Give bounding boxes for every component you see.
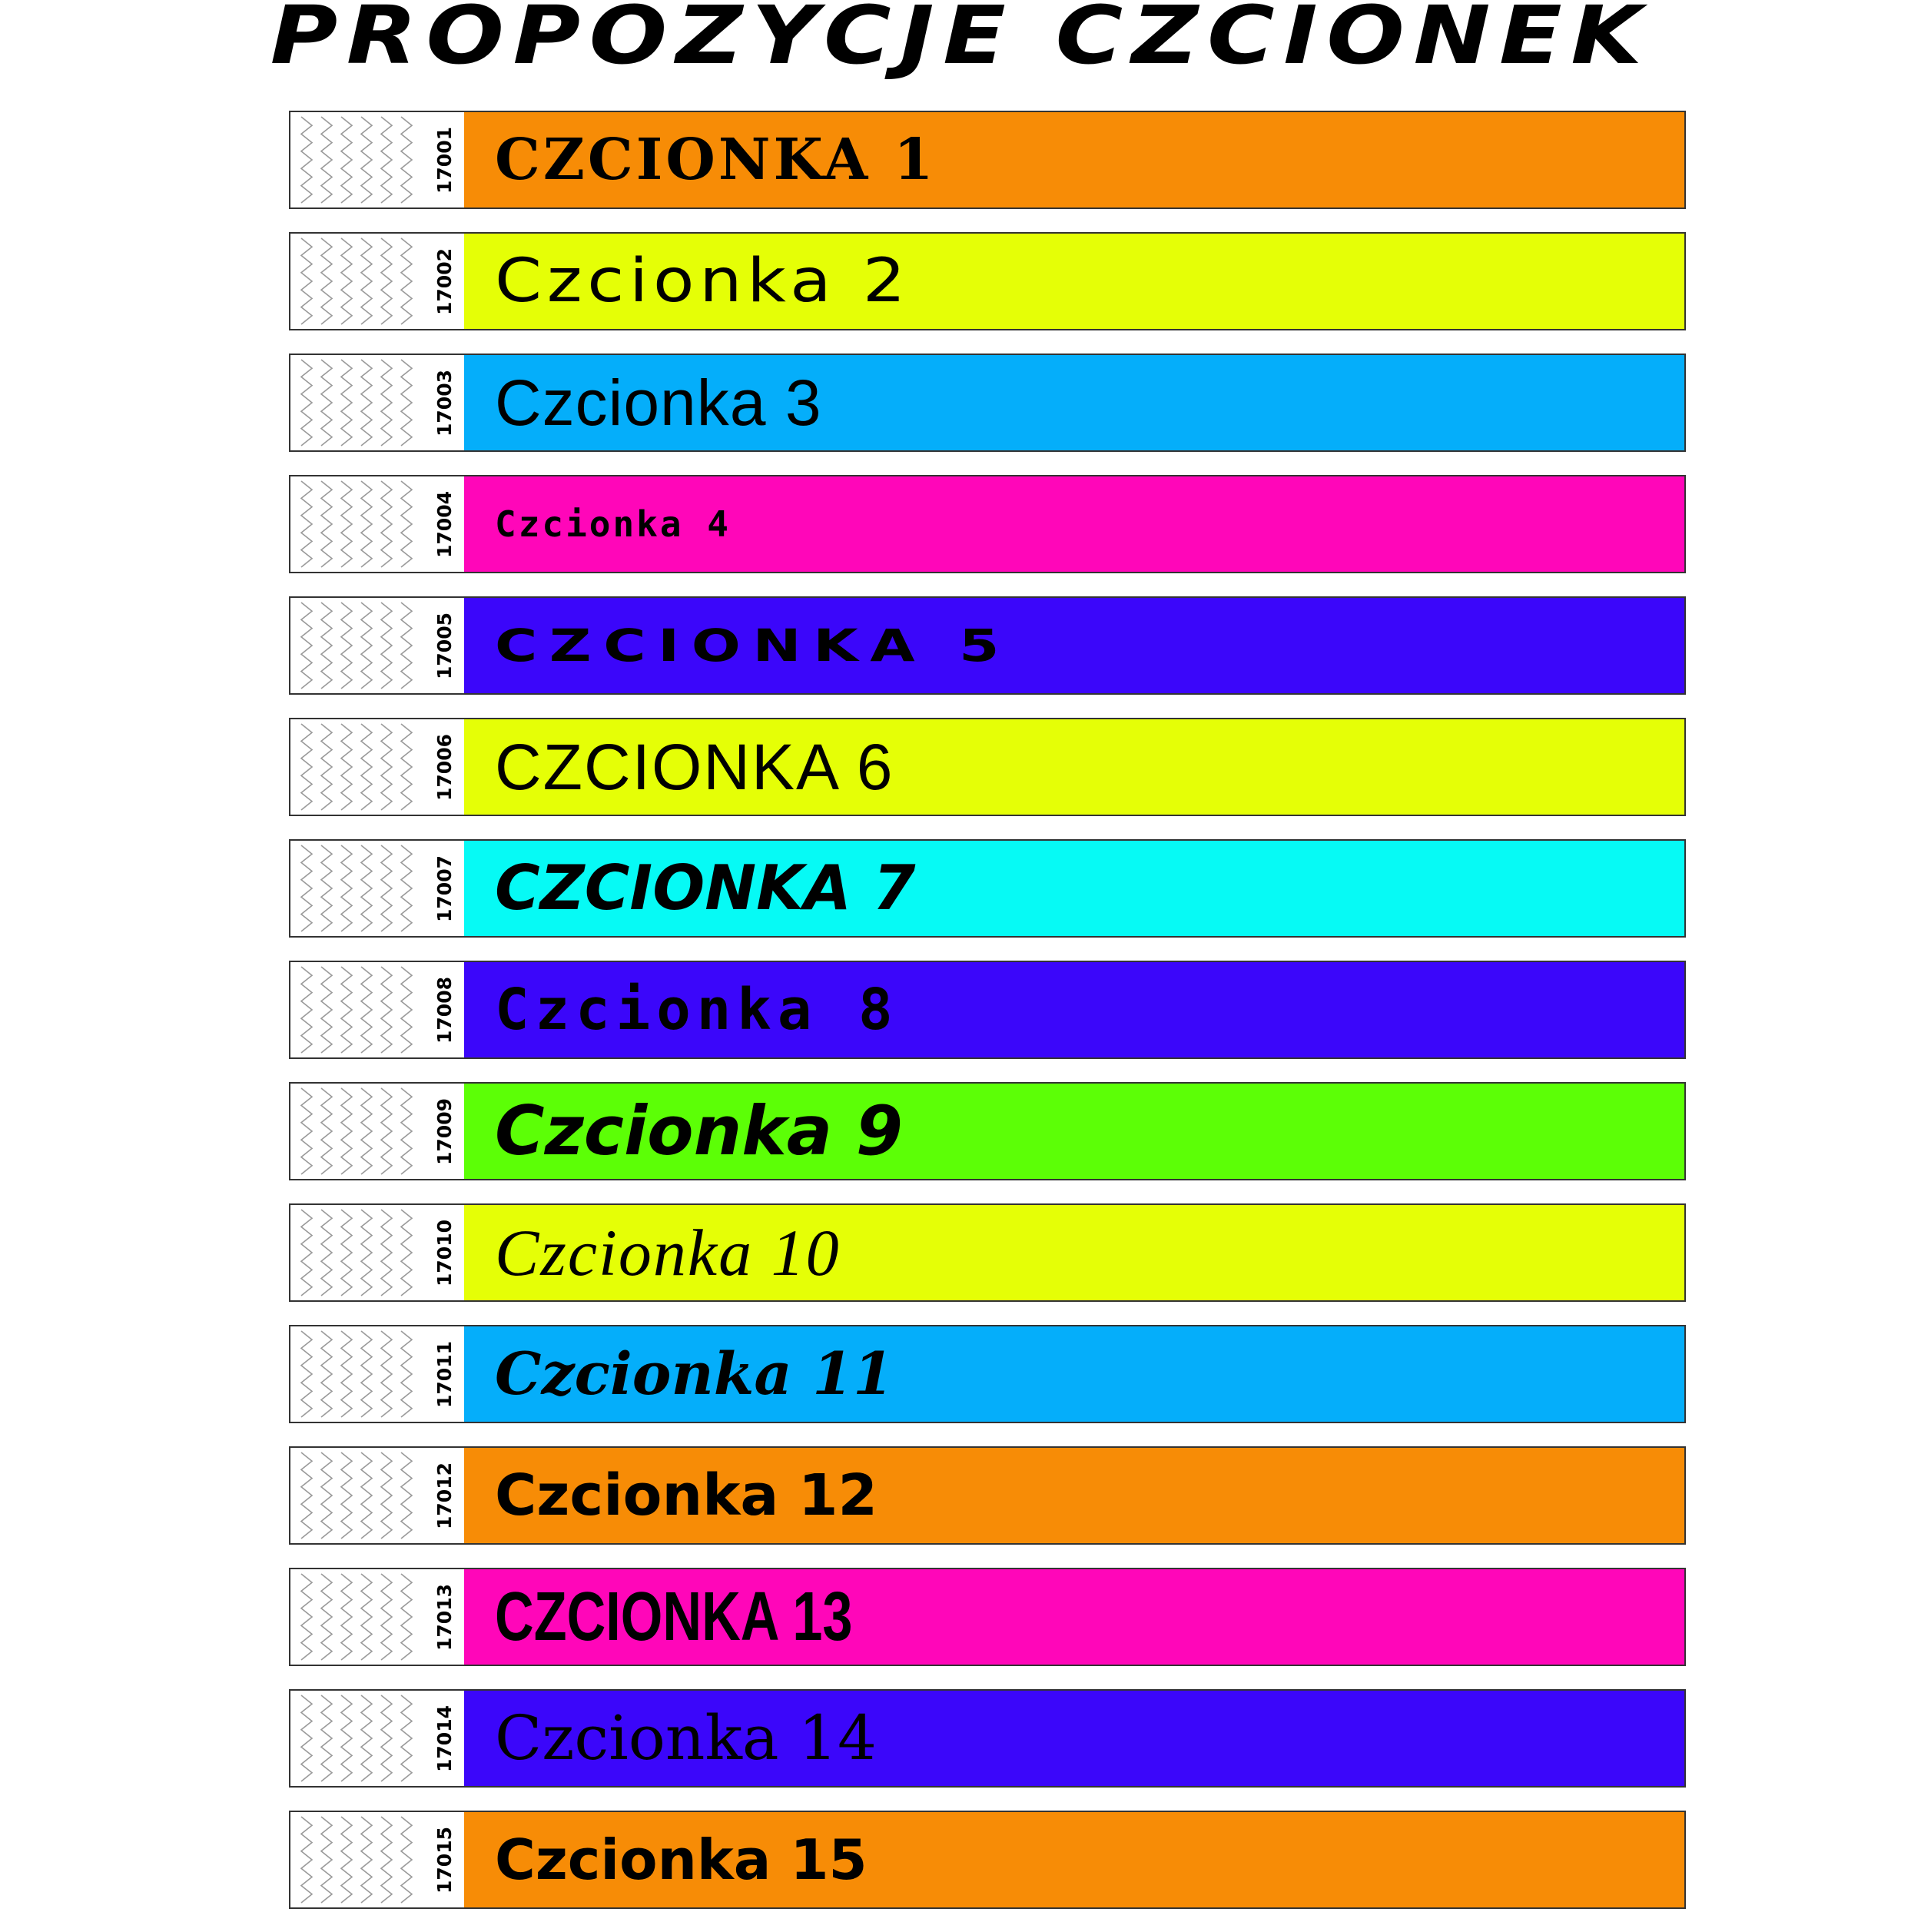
font-sample-label: Czcionka 10 xyxy=(495,1216,841,1290)
wristband-stub xyxy=(290,1812,464,1907)
wave-line xyxy=(341,117,352,203)
wave-line xyxy=(301,603,312,689)
wristband-color-strip xyxy=(464,1569,1684,1665)
wristband-stub xyxy=(290,1326,464,1422)
font-sample-label: CZCIONKA 5 xyxy=(495,619,1012,672)
wristband-color-strip xyxy=(464,1812,1684,1907)
wave-line xyxy=(341,1088,352,1174)
wave-line xyxy=(401,1210,412,1296)
wave-line xyxy=(361,117,372,203)
wave-line xyxy=(401,1695,412,1781)
wave-line xyxy=(361,845,372,931)
wave-line xyxy=(361,1695,372,1781)
font-sample-label: Czcionka 4 xyxy=(495,503,731,545)
serial-number: 17006 xyxy=(433,733,456,801)
font-sample-label: Czcionka 14 xyxy=(495,1702,877,1774)
wave-line xyxy=(401,481,412,567)
security-wave-pattern xyxy=(297,1087,420,1176)
wristband-stub xyxy=(290,1691,464,1786)
wave-line xyxy=(381,1695,392,1781)
wave-line xyxy=(321,360,332,446)
serial-number: 17010 xyxy=(433,1219,456,1286)
wave-line xyxy=(381,481,392,567)
serial-number: 17012 xyxy=(433,1462,456,1529)
wave-line xyxy=(301,360,312,446)
serial-number: 17008 xyxy=(433,976,456,1044)
font-sample-label: Czcionka 8 xyxy=(495,977,899,1043)
wristband-4 xyxy=(289,475,1686,573)
security-wave-pattern xyxy=(297,480,420,569)
wave-line xyxy=(381,1452,392,1539)
wristband-stub xyxy=(290,476,464,572)
wave-line xyxy=(361,238,372,324)
wave-line xyxy=(401,238,412,324)
wristband-stub xyxy=(290,962,464,1057)
wave-line xyxy=(301,845,312,931)
wristband-stub xyxy=(290,234,464,329)
wave-line xyxy=(381,117,392,203)
wave-line xyxy=(321,481,332,567)
wristband-color-strip xyxy=(464,112,1684,207)
font-sample-label: Czcionka 9 xyxy=(495,1091,904,1170)
wave-line xyxy=(341,481,352,567)
wave-line xyxy=(321,1088,332,1174)
wave-line xyxy=(321,1817,332,1903)
wristband-stub xyxy=(290,112,464,207)
wave-line xyxy=(301,1331,312,1417)
wristband-stub xyxy=(290,719,464,815)
wristband-stub xyxy=(290,1205,464,1300)
wave-line xyxy=(401,1088,412,1174)
wave-line xyxy=(321,1452,332,1539)
wave-line xyxy=(301,117,312,203)
wave-line xyxy=(361,1574,372,1660)
wave-line xyxy=(341,603,352,689)
wave-line xyxy=(381,1574,392,1660)
wristband-color-strip xyxy=(464,1084,1684,1179)
serial-number: 17005 xyxy=(433,612,456,679)
wave-line xyxy=(341,1210,352,1296)
font-sample-label: CZCIONKA 1 xyxy=(495,127,937,193)
wave-line xyxy=(401,967,412,1053)
wave-line xyxy=(341,1817,352,1903)
wristband-color-strip xyxy=(464,476,1684,572)
wave-line xyxy=(361,1210,372,1296)
wave-line xyxy=(341,967,352,1053)
serial-number: 17013 xyxy=(433,1583,456,1651)
security-wave-pattern xyxy=(297,1815,420,1904)
security-wave-pattern xyxy=(297,358,420,447)
wave-line xyxy=(341,724,352,810)
wave-line xyxy=(401,1331,412,1417)
wave-line xyxy=(301,1452,312,1539)
wristband-color-strip xyxy=(464,1205,1684,1300)
wristband-color-strip xyxy=(464,355,1684,450)
wave-line xyxy=(301,967,312,1053)
wristband-color-strip xyxy=(464,962,1684,1057)
wave-line xyxy=(381,967,392,1053)
font-sample-label: CZCIONKA 13 xyxy=(495,1578,853,1655)
serial-number: 17003 xyxy=(433,369,456,437)
wave-line xyxy=(361,360,372,446)
wristband-stub xyxy=(290,598,464,693)
wristband-13 xyxy=(289,1568,1686,1666)
serial-number: 17002 xyxy=(433,247,456,315)
font-sample-label: Czcionka 3 xyxy=(495,367,822,439)
wave-line xyxy=(381,603,392,689)
wristband-14 xyxy=(289,1689,1686,1788)
security-wave-pattern xyxy=(297,1329,420,1419)
wave-line xyxy=(401,1574,412,1660)
wave-line xyxy=(321,1695,332,1781)
wristband-6 xyxy=(289,718,1686,816)
security-wave-pattern xyxy=(297,1694,420,1783)
wristband-1 xyxy=(289,111,1686,209)
wristband-color-strip xyxy=(464,1691,1684,1786)
wave-line xyxy=(381,238,392,324)
wristband-3 xyxy=(289,354,1686,452)
wave-line xyxy=(321,1210,332,1296)
font-sample-label: Czcionka 2 xyxy=(495,247,911,316)
wave-line xyxy=(401,724,412,810)
wave-line xyxy=(361,1331,372,1417)
wave-line xyxy=(321,724,332,810)
wristband-color-strip xyxy=(464,234,1684,329)
font-sample-label: CZCIONKA 7 xyxy=(495,852,916,924)
wave-line xyxy=(321,117,332,203)
wristband-stub xyxy=(290,355,464,450)
wave-line xyxy=(361,967,372,1053)
wave-line xyxy=(321,603,332,689)
wave-line xyxy=(361,724,372,810)
wave-line xyxy=(341,360,352,446)
wave-line xyxy=(381,1817,392,1903)
font-sample-label: CZCIONKA 6 xyxy=(495,731,894,803)
wave-line xyxy=(401,1817,412,1903)
wave-line xyxy=(301,724,312,810)
wave-line xyxy=(301,1210,312,1296)
wave-line xyxy=(341,845,352,931)
wristband-11 xyxy=(289,1325,1686,1423)
wave-line xyxy=(341,1695,352,1781)
security-wave-pattern xyxy=(297,1451,420,1540)
wristband-stub xyxy=(290,1084,464,1179)
wave-line xyxy=(301,1695,312,1781)
security-wave-pattern xyxy=(297,722,420,812)
security-wave-pattern xyxy=(297,1208,420,1297)
security-wave-pattern xyxy=(297,601,420,690)
wave-line xyxy=(341,238,352,324)
wave-line xyxy=(401,845,412,931)
wave-line xyxy=(341,1574,352,1660)
wave-line xyxy=(361,1088,372,1174)
wave-line xyxy=(301,481,312,567)
wave-line xyxy=(321,238,332,324)
wristband-12 xyxy=(289,1446,1686,1545)
wave-line xyxy=(361,603,372,689)
wave-line xyxy=(341,1452,352,1539)
wave-line xyxy=(361,1817,372,1903)
security-wave-pattern xyxy=(297,965,420,1054)
wristband-15 xyxy=(289,1811,1686,1909)
wave-line xyxy=(381,1210,392,1296)
wristband-stub xyxy=(290,1448,464,1543)
security-wave-pattern xyxy=(297,237,420,326)
page-title: PROPOZYCJE CZCIONEK xyxy=(270,0,1651,82)
wave-line xyxy=(341,1331,352,1417)
wave-line xyxy=(381,360,392,446)
serial-number: 17014 xyxy=(433,1705,456,1772)
wristband-list xyxy=(289,111,1686,1932)
wave-line xyxy=(401,1452,412,1539)
serial-number: 17009 xyxy=(433,1097,456,1165)
wave-line xyxy=(301,1574,312,1660)
wristband-color-strip xyxy=(464,841,1684,936)
wave-line xyxy=(401,117,412,203)
wave-line xyxy=(321,1331,332,1417)
font-sample-label: Czcionka 11 xyxy=(495,1339,894,1408)
serial-number: 17004 xyxy=(433,490,456,558)
wristband-stub xyxy=(290,1569,464,1665)
wave-line xyxy=(381,1088,392,1174)
security-wave-pattern xyxy=(297,844,420,933)
wave-line xyxy=(381,724,392,810)
wave-line xyxy=(361,1452,372,1539)
wave-line xyxy=(301,1817,312,1903)
serial-number: 17007 xyxy=(433,855,456,922)
wristband-color-strip xyxy=(464,1448,1684,1543)
wristband-8 xyxy=(289,961,1686,1059)
wristband-10 xyxy=(289,1203,1686,1302)
wristband-color-strip xyxy=(464,598,1684,693)
wave-line xyxy=(401,360,412,446)
wristband-7 xyxy=(289,839,1686,938)
wave-line xyxy=(401,603,412,689)
wristband-9 xyxy=(289,1082,1686,1180)
font-sample-label: Czcionka 12 xyxy=(495,1462,878,1529)
wave-line xyxy=(301,238,312,324)
wristband-2 xyxy=(289,232,1686,330)
wristband-stub xyxy=(290,841,464,936)
wave-line xyxy=(361,481,372,567)
wristband-color-strip xyxy=(464,719,1684,815)
wristband-color-strip xyxy=(464,1326,1684,1422)
serial-number: 17011 xyxy=(433,1340,456,1408)
wave-line xyxy=(321,845,332,931)
serial-number: 17015 xyxy=(433,1826,456,1894)
wave-line xyxy=(381,1331,392,1417)
serial-number: 17001 xyxy=(433,126,456,194)
wristband-5 xyxy=(289,596,1686,695)
security-wave-pattern xyxy=(297,115,420,204)
wave-line xyxy=(321,1574,332,1660)
wave-line xyxy=(381,845,392,931)
security-wave-pattern xyxy=(297,1572,420,1661)
wave-line xyxy=(301,1088,312,1174)
font-sample-label: Czcionka 15 xyxy=(495,1827,868,1892)
wave-line xyxy=(321,967,332,1053)
